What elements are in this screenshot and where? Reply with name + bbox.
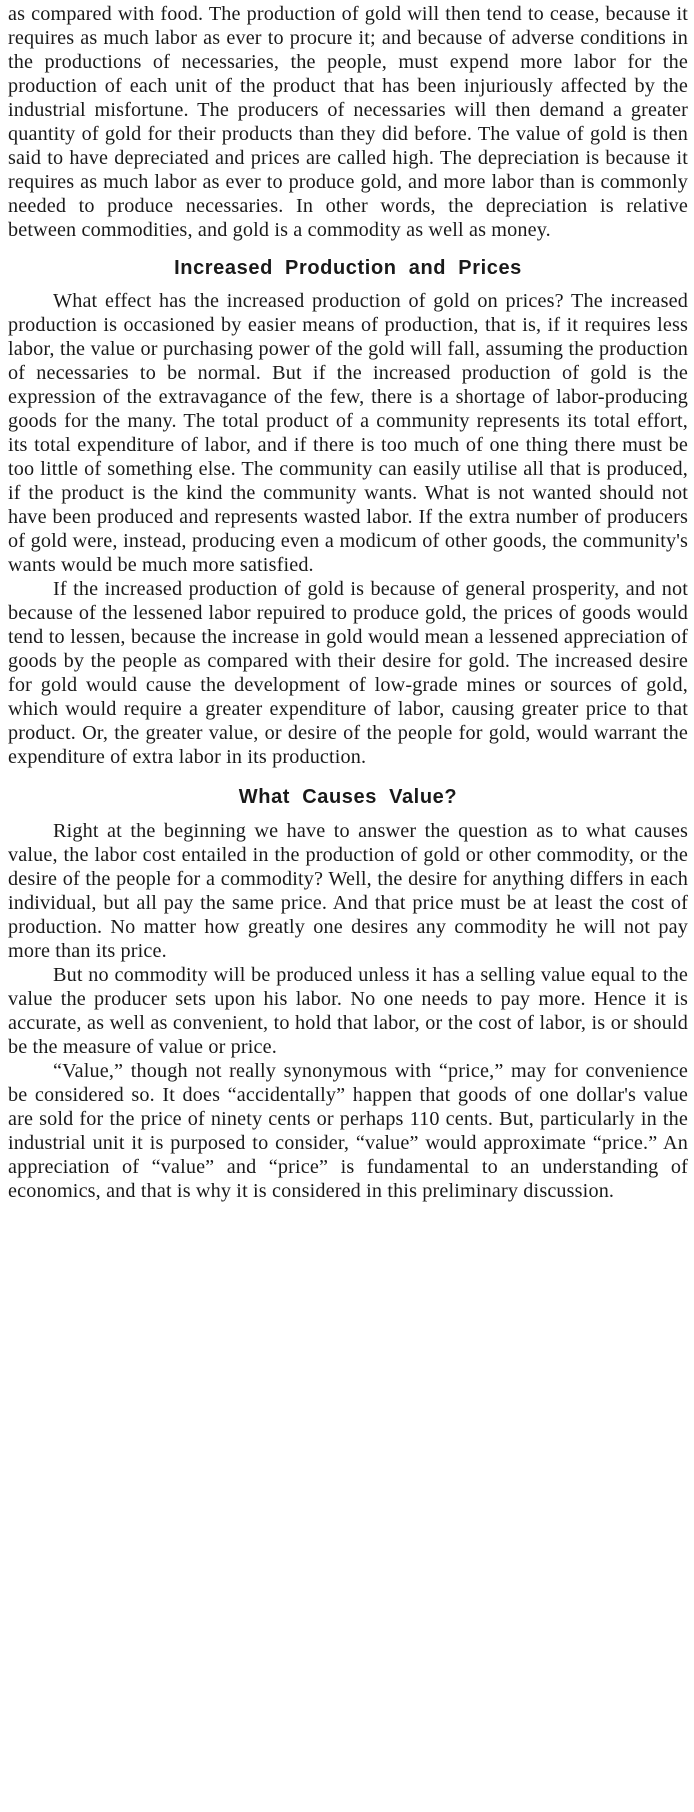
paragraph-value-3: “Value,” though not really synonymous with “price,” may for convenience be considered so. It does “accidentally” happen that goods of one dollar's value are sold for the price of ninety cents or perhaps 110 cents. But, particularly in the industrial unit it is purposed to consider, “value” would approximate “price.” An appreciation of “value” and “price” is fundamental to an understanding of economics, and that is why it is considered in this preliminary discussion. bbox=[8, 1059, 688, 1203]
paragraph-increased-production-1: What effect has the increased production of gold on prices? The increased production is occasioned by easier means of production, that is, if it requires less labor, the value or purchasing power of the gold will fall, assuming the production of necessaries to be normal. But if the increased production of gold is the expression of the extravagance of the few, there is a shortage of labor-producing goods for the many. The total product of a community represents its total effort, its total expenditure of labor, and if there is too much of one thing there must be too little of something else. The community can easily utilise all that is produced, if the product is the kind the community wants. What is not wanted should not have been produced and represents wasted labor. If the extra number of producers of gold were, instead, producing even a modicum of other goods, the community's wants would be much more satisfied. bbox=[8, 289, 688, 577]
paragraph-value-2: But no commodity will be produced unless it has a selling value equal to the value the producer sets upon his labor. No one needs to pay more. Hence it is accurate, as well as convenient, to hold that labor, or the cost of labor, is or should be the measure of value or price. bbox=[8, 963, 688, 1058]
section-heading-increased-production: Increased Production and Prices bbox=[174, 257, 522, 280]
paragraph-intro: as compared with food. The production of gold will then tend to cease, because it requires as much labor as ever to procure it; and because of adverse conditions in the productions of necessaries, the people, must expend more labor for the production of each unit of the product that has been injuriously affected by the industrial misfortune. The producers of necessaries will then demand a greater quantity of gold for their products than they did before. The value of gold is then said to have depreciated and prices are called high. The depreciation is because it requires as much labor as ever to produce gold, and more labor than is commonly needed to produce necessaries. In other words, the depreciation is relative between commodities, and gold is a commodity as well as money. bbox=[8, 3, 688, 242]
paragraph-increased-production-2: If the increased production of gold is because of general prosperity, and not because of the lessened labor repuired to produce gold, the prices of goods would tend to lessen, because the increase in gold would mean a lessened appreciation of goods by the people as compared with their desire for gold. The increased desire for gold would cause the development of low-grade mines or sources of gold, which would require a greater expenditure of labor, causing greater price to that product. Or, the greater value, or desire of the people for gold, would warrant the expenditure of extra labor in its production. bbox=[8, 578, 688, 769]
paragraph-value-1: Right at the beginning we have to answer the question as to what causes value, the labor cost entailed in the production of gold or other commodity, or the desire of the people for a commodity? Well, the desire for anything differs in each individual, but all pay the same price. And that price must be at least the cost of production. No matter how greatly one desires any commodity he will not pay more than its price. bbox=[8, 819, 688, 962]
section-heading-what-causes-value: What Causes Value? bbox=[238, 786, 458, 809]
